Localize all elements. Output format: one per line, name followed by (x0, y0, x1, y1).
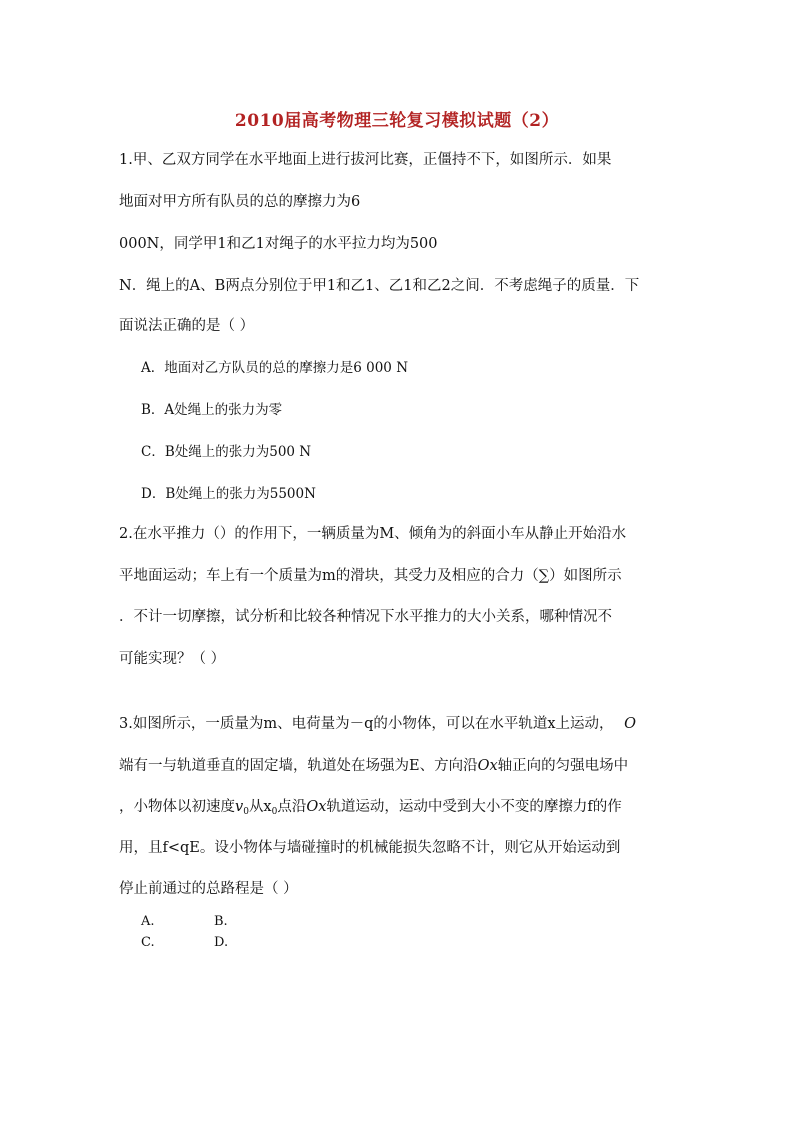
q1-line-5: 面说法正确的是（ ） (119, 318, 255, 334)
q3-line-5: 停止前通过的总路程是（ ） (119, 881, 298, 897)
q1-line-4: N．绳上的A、B两点分别位于甲1和乙1、乙1和乙2之间．不考虑绳子的质量．下 (119, 278, 640, 294)
q3-line-3 (119, 797, 622, 822)
q3-x0-sub: 0 (271, 807, 278, 817)
q3-line-1 (119, 714, 636, 734)
q1-option-b: B．A处绳上的张力为零 (141, 402, 283, 418)
q3-line-3-b: 从x (248, 799, 272, 815)
q1-option-a: A．地面对乙方队员的总的摩擦力是6 000 N (141, 360, 409, 376)
q1-line-3: 000N，同学甲1和乙1对绳子的水平拉力均为500 (119, 236, 438, 252)
q2-line-3: ．不计一切摩擦，试分析和比较各种情况下水平推力的大小关系，哪种情况不 (119, 609, 612, 625)
q3-line-2-a: 端有一与轨道垂直的固定墙，轨道处在场强为E、方向沿 (119, 758, 478, 774)
q3-option-a: A. (141, 914, 155, 929)
q3-line-2 (119, 756, 628, 776)
q3-line-3-c: 点沿 (277, 799, 307, 815)
q1-line-2: 地面对甲方所有队员的总的摩擦力为6 (119, 194, 361, 210)
q1-option-d: D．B处绳上的张力为5500N (141, 486, 316, 502)
q1-line-1: 1.甲、乙双方同学在水平地面上进行拔河比赛，正僵持不下，如图所示．如果 (119, 152, 612, 168)
q3-option-b: B. (214, 914, 228, 929)
q1-option-c: C．B处绳上的张力为500 N (141, 444, 312, 460)
q3-line-3-a: ，小物体以初速度 (119, 799, 235, 815)
q2-line-2: 平地面运动；车上有一个质量为m的滑块，其受力及相应的合力（∑）如图所示 (119, 568, 622, 584)
q2-line-1: 2.在水平推力（）的作用下，一辆质量为M、倾角为的斜面小车从静止开始沿水 (119, 526, 627, 542)
q3-line-2-ox: Ox (477, 758, 498, 774)
q3-option-d: D. (214, 935, 229, 950)
q2-line-4: 可能实现？（ ） (119, 651, 226, 667)
q3-line-4: 用，且f<qE。设小物体与墙碰撞时的机械能损失忽略不计，则它从开始运动到 (119, 840, 621, 856)
q3-origin-o: O (624, 716, 637, 732)
q3-line-1-text: 3.如图所示，一质量为m、电荷量为－q的小物体，可以在水平轨道x上运动， (119, 716, 614, 732)
page-title: 2010届高考物理三轮复习模拟试题（2） (234, 111, 560, 131)
q3-v0: v (235, 799, 244, 815)
q3-line-3-d: 轨道运动，运动中受到大小不变的摩擦力f的作 (326, 799, 622, 815)
q3-option-c: C. (141, 935, 155, 950)
q3-v0-sub: 0 (243, 807, 249, 817)
q3-line-2-b: 轴正向的匀强电场中 (497, 758, 629, 774)
q3-line-3-ox: Ox (306, 799, 327, 815)
